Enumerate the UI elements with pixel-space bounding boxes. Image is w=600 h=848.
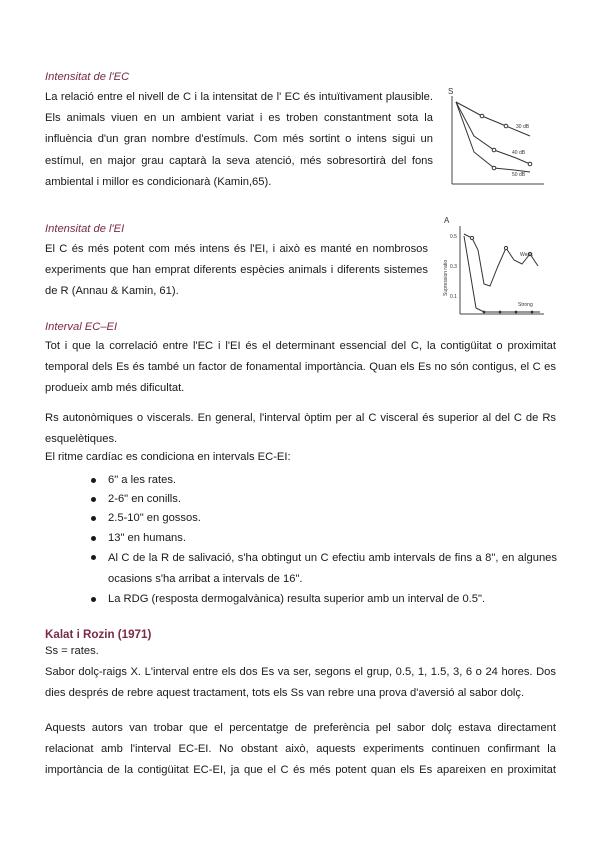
data-point — [492, 166, 496, 170]
paragraph-line: temporal dels Es és també un factor de fonamental importància. Quan els Es no són contigus, el C es — [45, 361, 556, 374]
data-point — [499, 311, 502, 314]
series-weak-line — [464, 234, 538, 286]
list-item: La RDG (resposta dermogalvànica) resulta superior amb un interval de 0.5". — [91, 590, 557, 609]
figure-ei-intensity-graph — [440, 212, 548, 320]
paragraph-line: Aquests autors van trobar que el percentatge de preferència pel sabor dolç estava directament — [45, 722, 556, 734]
data-point — [515, 311, 518, 314]
data-point — [483, 311, 486, 314]
section-heading-ei-intensity: Intensitat de l'EI — [45, 223, 125, 235]
series-label-weak: Weak — [520, 252, 533, 258]
figure-ec-intensity-graph — [444, 84, 548, 188]
section-heading-kalat-rozin: Kalat i Rozin (1971) — [45, 628, 152, 641]
ei-intensity-graph-svg — [440, 212, 548, 320]
y-tick-label: 0.5 — [450, 234, 457, 240]
list-item — [91, 548, 557, 590]
series-label-30db: 30 dB — [516, 124, 530, 130]
paragraph-line: importància de la contigüitat EC-EI, ja que el C és més potent quan els Es apareixen en proximitat — [45, 764, 556, 777]
paragraph-line: Tot i que la correlació entre l'EC i l'EI és el determinant essencial del C, la contigüitat o proximitat — [45, 340, 556, 352]
paragraph-autonomic-responses — [45, 408, 556, 469]
paragraph-line: dies després de rebre aquest tractament, tots els Ss van rebre una prova d'aversió al sabor dolç. — [45, 687, 525, 700]
paragraph-line: La relació entre el nivell de C i la intensitat de l' EC és intuïtivament plausible. — [45, 91, 433, 103]
data-point — [470, 236, 473, 239]
paragraph-line: de R (Annau & Kamin, 61). — [45, 285, 179, 298]
series-label-40db: 40 dB — [512, 150, 526, 156]
list-item: 2.5-10" en gossos. — [91, 509, 557, 528]
paragraph-line: experiments que han emprat diferents espècies animals i diferents sistemes — [45, 264, 428, 277]
paragraph-ec-intensity — [45, 87, 433, 193]
y-tick-label: 0.1 — [450, 294, 457, 300]
paragraph-line: Sabor dolç-raigs X. L'interval entre els dos Es va ser, segons el grup, 0.5, 1, 1.5, 3, 6 o 24 hores. Dos — [45, 666, 556, 679]
paragraph-line: estímul, en major grau captarà la seva atenció, més sobresortirà del fons — [45, 154, 433, 167]
list-item: 13" en humans. — [91, 529, 557, 548]
data-point — [480, 114, 484, 118]
list-item: 6" a les rates. — [91, 471, 557, 490]
paragraph-line: ambiental i millor es condicionarà (Kamin,65). — [45, 175, 272, 188]
data-point — [531, 311, 534, 314]
series-50db-line — [456, 102, 530, 172]
interval-bullet-list — [91, 471, 557, 609]
list-item-line: ocasions s'ha arribat a intervals de 16". — [108, 572, 303, 585]
paragraph-line: El ritme cardíac es condiciona en intervals EC-EI: — [45, 451, 291, 464]
paragraph-kalat-rozin-method — [45, 641, 556, 705]
figure-corner-label: A — [444, 216, 450, 225]
paragraph-line: influència d'un gran nombre d'estímuls. Com més sortint o intens sigui un — [45, 133, 433, 146]
paragraph-line: Ss = rates. — [45, 645, 99, 657]
paragraph-line: Rs autonòmiques o viscerals. En general, l'interval òptim per al C visceral és superior al del C de Rs — [45, 412, 556, 424]
data-point — [504, 124, 508, 128]
paragraph-line: El C és més potent com més intens és l'EI, i això es manté en nombrosos — [45, 243, 428, 255]
paragraph-ec-ei-interval — [45, 336, 556, 400]
section-heading-ec-ei-interval: Interval EC–EI — [45, 321, 118, 333]
data-point — [492, 148, 496, 152]
paragraph-line: relacionat amb l'interval EC-EI. No obstant això, aquests experiments continuen confirmant la — [45, 743, 556, 756]
series-30db-line — [456, 102, 530, 136]
data-point — [504, 246, 507, 249]
paragraph-kalat-rozin-results — [45, 718, 556, 782]
paragraph-ei-intensity — [45, 239, 428, 303]
list-item: 2-6" en conills. — [91, 490, 557, 509]
paragraph-line: esquelètiques. — [45, 433, 118, 446]
paragraph-line: produeix amb més dificultat. — [45, 382, 185, 395]
series-strong-line — [464, 236, 540, 312]
list-item-line: Al C de la R de salivació, s'ha obtingut un C efectiu amb intervals de fins a 8", en algunes — [108, 551, 557, 564]
y-tick-label: 0.3 — [450, 264, 457, 270]
figure-corner-label: S — [448, 87, 454, 96]
y-axis-label: Supression ratio — [443, 259, 449, 296]
series-label-50db: 50 dB — [512, 172, 526, 178]
paragraph-line: Els animals viuen en un ambient variat i es troben constantment sota la — [45, 112, 433, 125]
data-point — [528, 162, 532, 166]
section-heading-ec-intensity: Intensitat de l'EC — [45, 71, 130, 83]
ec-intensity-graph-svg — [444, 84, 548, 188]
series-label-strong: Strong — [518, 302, 533, 308]
